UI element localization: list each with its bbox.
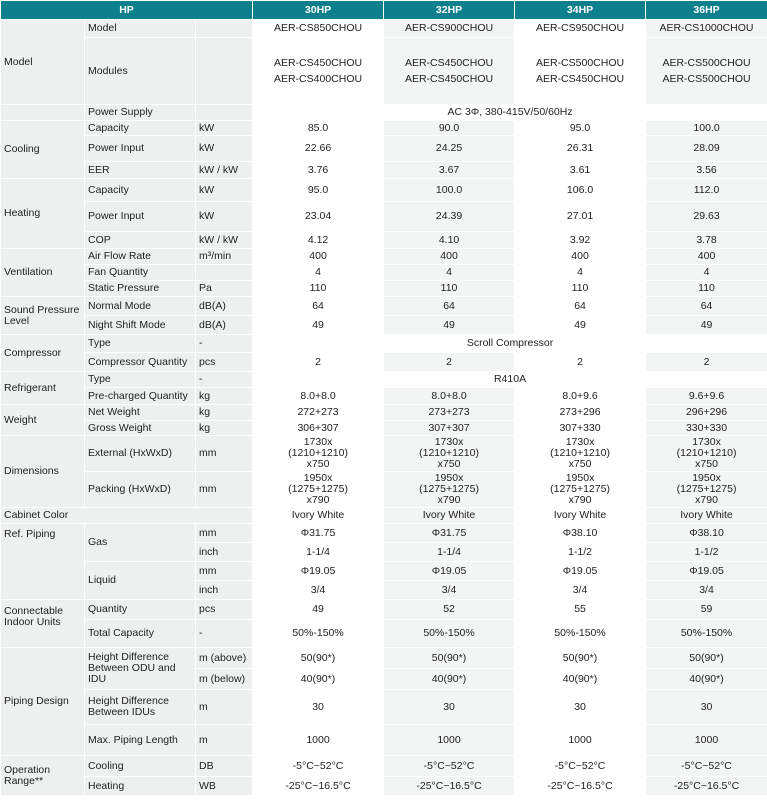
cell: 4 [515,265,646,281]
cell: 400 [384,249,515,265]
row-label: Height Difference Between IDUs [85,690,196,725]
group-label: Sound Pressure Level [1,297,85,335]
cell: AER-CS850CHOU [253,20,384,38]
cell: 1000 [515,725,646,756]
cell: 2 [384,353,515,372]
cell: 296+296 [646,405,767,421]
row-unit: m [196,690,253,725]
cell: 95.0 [253,179,384,202]
dim-cell: 1950x (1275+1275) x790 [515,472,646,508]
row-unit: WB [196,777,253,796]
group-label: Heating [1,179,85,249]
module-line: AER-CS450CHOU [404,56,494,69]
row-unit [196,20,253,38]
row-label: Packing (HxWxD) [85,472,196,508]
cell: 110 [646,281,767,297]
row-unit [196,105,253,121]
cell: Ivory White [253,508,384,524]
cell: 4.10 [384,232,515,249]
row-unit: - [196,372,253,388]
cell: 59 [646,600,767,620]
group-label: Model [1,20,85,105]
cell: 2 [515,353,646,372]
cell: Φ38.10 [646,524,767,543]
module-line: AER-CS450CHOU [535,72,625,85]
row-label: Compressor Quantity [85,353,196,372]
cell: 110 [384,281,515,297]
cell: 3.56 [646,162,767,179]
cell: 3.67 [384,162,515,179]
cell: 2 [646,353,767,372]
row-label: Quantity [85,600,196,620]
cell: 3/4 [515,581,646,600]
cell: 40(90*) [646,669,767,690]
modules-cell [253,38,384,105]
cell: 3.61 [515,162,646,179]
group-label: Cooling [1,121,85,179]
cell: 1000 [253,725,384,756]
row-unit: inch [196,543,253,562]
row-label: Max. Piping Length [85,725,196,756]
row-unit: kW [196,202,253,232]
row-unit: dB(A) [196,316,253,335]
cell: 273+273 [384,405,515,421]
cell: 4.12 [253,232,384,249]
row-unit: m [196,725,253,756]
row-label: Pre-charged Quantity [85,388,196,405]
cell: 100.0 [384,179,515,202]
row-label: Air Flow Rate [85,249,196,265]
cell: 306+307 [253,421,384,436]
header-row [1,1,767,20]
cell: -25°C~16.5°C [253,777,384,796]
cell: 400 [646,249,767,265]
cell: 112.0 [646,179,767,202]
cell: 49 [253,600,384,620]
row-unit: mm [196,524,253,543]
cell: 49 [646,316,767,335]
modules-cell [515,38,646,105]
group-label: Dimensions [1,436,85,508]
dim-cell: 1950x (1275+1275) x790 [646,472,767,508]
power-supply-value: AC 3Φ, 380-415V/50/60Hz [253,105,767,121]
cell: 1-1/4 [253,543,384,562]
cell: -25°C~16.5°C [646,777,767,796]
cell: 64 [515,297,646,316]
row-label: Static Pressure [85,281,196,297]
row-label: Night Shift Mode [85,316,196,335]
cell: Φ31.75 [384,524,515,543]
cell: 3.78 [646,232,767,249]
cell: -5°C~52°C [646,756,767,777]
cell: 64 [253,297,384,316]
cell: 40(90*) [253,669,384,690]
row-unit [196,38,253,105]
cell: 30 [384,690,515,725]
group-label: Refrigerant [1,372,85,405]
cell: 29.63 [646,202,767,232]
cell: 8.0+8.0 [384,388,515,405]
row-unit: m³/min [196,249,253,265]
modules-cell [646,38,767,105]
row-label: Net Weight [85,405,196,421]
row-unit: kg [196,405,253,421]
cell: 24.25 [384,136,515,162]
row-label: Power Input [85,136,196,162]
cell: Ivory White [646,508,767,524]
dim-cell: 1730x (1210+1210) x750 [253,436,384,472]
group-label: Compressor [1,335,85,372]
row-unit: inch [196,581,253,600]
cell: 8.0+9.6 [515,388,646,405]
cell: 85.0 [253,121,384,136]
header-hp: HP [1,1,253,20]
row-label: Power Input [85,202,196,232]
cell: 49 [515,316,646,335]
row-unit: kW / kW [196,232,253,249]
row-unit: pcs [196,600,253,620]
cell: 28.09 [646,136,767,162]
cell: 1000 [384,725,515,756]
group-label: Connectable Indoor Units [1,600,85,648]
cell: 22.66 [253,136,384,162]
cell: 307+330 [515,421,646,436]
cell: 40(90*) [515,669,646,690]
row-unit: DB [196,756,253,777]
cell: AER-CS950CHOU [515,20,646,38]
module-line: AER-CS400CHOU [273,72,363,85]
cell: Φ19.05 [253,562,384,581]
dim-cell: 1730x (1210+1210) x750 [384,436,515,472]
row-label: Fan Quantity [85,265,196,281]
row-label: EER [85,162,196,179]
row-label: Gas [85,524,196,562]
cell: Φ38.10 [515,524,646,543]
cell: 64 [646,297,767,316]
cell: 52 [384,600,515,620]
row-label: Normal Mode [85,297,196,316]
group-label: Cabinet Color [1,508,253,524]
row-label: Total Capacity [85,620,196,648]
cell: AER-CS1000CHOU [646,20,767,38]
cell: 400 [253,249,384,265]
row-label: Type [85,335,196,353]
row-label: External (HxWxD) [85,436,196,472]
header-30hp: 30HP [253,1,384,20]
cell: 26.31 [515,136,646,162]
cell: Φ19.05 [515,562,646,581]
row-label: Capacity [85,121,196,136]
cell: 50%-150% [253,620,384,648]
row-label: Power Supply [85,105,196,121]
cell: 4 [646,265,767,281]
cell: 50(90*) [646,648,767,669]
cell: 49 [384,316,515,335]
cell: 273+296 [515,405,646,421]
cell: Φ31.75 [253,524,384,543]
cell: 40(90*) [384,669,515,690]
group-label: Piping Design [1,648,85,756]
dim-cell: 1730x (1210+1210) x750 [515,436,646,472]
cell: 307+307 [384,421,515,436]
header-36hp: 36HP [646,1,767,20]
cell: 50(90*) [515,648,646,669]
cell: 3/4 [384,581,515,600]
cell: 30 [253,690,384,725]
row-unit: kW [196,121,253,136]
cell: 400 [515,249,646,265]
cell: Φ19.05 [646,562,767,581]
cell: 110 [253,281,384,297]
row-unit [196,265,253,281]
cell: Φ19.05 [384,562,515,581]
compressor-type-value: Scroll Compressor [253,335,767,353]
cell: 24.39 [384,202,515,232]
cell: 4 [253,265,384,281]
cell: 3/4 [646,581,767,600]
row-unit: mm [196,436,253,472]
row-label: Liquid [85,562,196,600]
cell: 50%-150% [384,620,515,648]
cell: 2 [253,353,384,372]
cell: 23.04 [253,202,384,232]
modules-cell [384,38,515,105]
group-label: Operation Range** [1,756,85,796]
cell: 50(90*) [253,648,384,669]
dim-cell: 1950x (1275+1275) x790 [253,472,384,508]
row-unit: m (above) [196,648,253,669]
cell: 1-1/2 [646,543,767,562]
cell: -5°C~52°C [253,756,384,777]
row-unit: kW [196,136,253,162]
cell: -5°C~52°C [515,756,646,777]
cell: 55 [515,600,646,620]
cell: 100.0 [646,121,767,136]
group-label: Weight [1,405,85,436]
header-34hp: 34HP [515,1,646,20]
cell: 50%-150% [515,620,646,648]
row-label: Height Difference Between ODU and IDU [85,648,196,690]
cell: 50(90*) [384,648,515,669]
cell: 49 [253,316,384,335]
cell: 106.0 [515,179,646,202]
row-label: COP [85,232,196,249]
cell: 3.76 [253,162,384,179]
row-unit: - [196,335,253,353]
row-unit: mm [196,562,253,581]
row-unit: mm [196,472,253,508]
cell: -25°C~16.5°C [515,777,646,796]
cell: 3/4 [253,581,384,600]
row-label: Modules [85,38,196,105]
group-label: Ref. Piping [1,524,85,600]
cell: AER-CS900CHOU [384,20,515,38]
module-line: AER-CS450CHOU [273,56,363,69]
cell: 50%-150% [646,620,767,648]
row-unit: kW [196,179,253,202]
row-label: Heating [85,777,196,796]
row-label: Gross Weight [85,421,196,436]
refrigerant-type-value: R410A [253,372,767,388]
row-label: Type [85,372,196,388]
cell: 3.92 [515,232,646,249]
row-unit: m (below) [196,669,253,690]
cell: 90.0 [384,121,515,136]
module-line: AER-CS500CHOU [662,56,751,69]
row-unit: kW / kW [196,162,253,179]
module-line: AER-CS500CHOU [662,72,751,85]
row-label: Capacity [85,179,196,202]
header-32hp: 32HP [384,1,515,20]
row-label: Model [85,20,196,38]
dim-cell: 1950x (1275+1275) x790 [384,472,515,508]
cell: 95.0 [515,121,646,136]
cell: 30 [646,690,767,725]
row-unit: kg [196,388,253,405]
row-unit: dB(A) [196,297,253,316]
dim-cell: 1730x (1210+1210) x750 [646,436,767,472]
module-line: AER-CS450CHOU [404,72,494,85]
cell: Ivory White [515,508,646,524]
cell: 27.01 [515,202,646,232]
row-unit: kg [196,421,253,436]
cell: -25°C~16.5°C [384,777,515,796]
cell: 110 [515,281,646,297]
group-label [1,105,85,121]
module-line: AER-CS500CHOU [535,56,625,69]
row-unit: Pa [196,281,253,297]
cell: 9.6+9.6 [646,388,767,405]
cell: 30 [515,690,646,725]
row-unit: - [196,620,253,648]
cell: Ivory White [384,508,515,524]
row-unit: pcs [196,353,253,372]
cell: 64 [384,297,515,316]
group-label: Ventilation [1,249,85,297]
row-label: Cooling [85,756,196,777]
cell: 1-1/4 [384,543,515,562]
cell: 8.0+8.0 [253,388,384,405]
cell: 4 [384,265,515,281]
cell: 1000 [646,725,767,756]
cell: 1-1/2 [515,543,646,562]
cell: 272+273 [253,405,384,421]
cell: 330+330 [646,421,767,436]
cell: -5°C~52°C [384,756,515,777]
